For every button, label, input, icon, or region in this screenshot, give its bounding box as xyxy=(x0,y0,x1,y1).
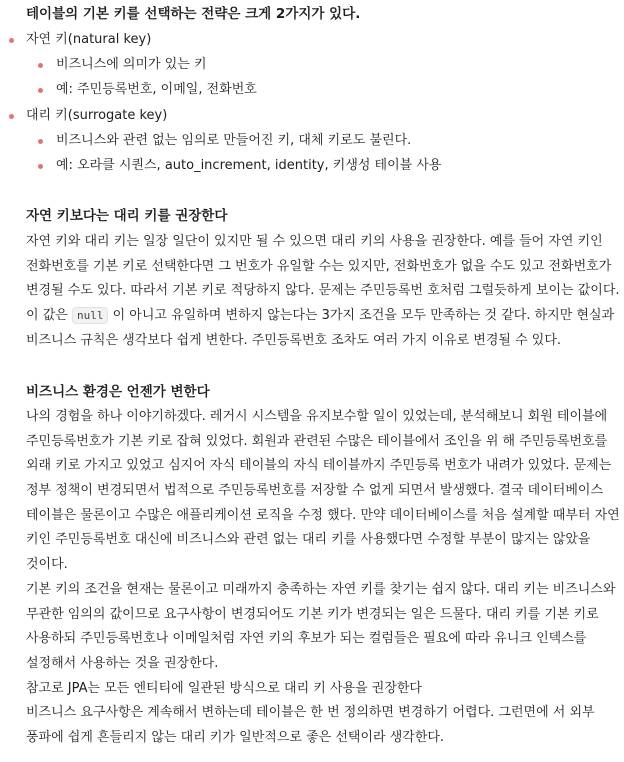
paragraph-line: 정부 정책이 변경되면서 법적으로 주민등록번호를 저장할 수 없게 되면서 발생했다. 결국 데이터베이스 xyxy=(26,483,604,499)
list-item-label: 자연 키(natural key) xyxy=(26,32,152,47)
list-item xyxy=(56,80,257,100)
bullet-icon xyxy=(38,139,43,144)
paragraph-line: 전화번호를 기본 키로 선택한다면 그 번호가 유일할 수는 있지만, 전화번호가 없을 수도 있고 전화번호가 xyxy=(26,258,612,274)
list-item-surrogate-key xyxy=(26,106,167,126)
paragraph-line: 설정해서 사용하는 것을 권장한다. xyxy=(26,655,219,671)
bullet-icon xyxy=(9,38,14,43)
paragraph-line: 외래 키로 가지고 있었고 심지어 자식 테이블의 자식 테이블까지 주민등록 번호가 내려가 있었다. 문제는 xyxy=(26,458,612,474)
list-item xyxy=(56,131,411,151)
list-item xyxy=(56,55,207,75)
list-item-text: 비즈니스와 관련 없는 임의로 만들어진 키, 대체 키로도 불린다. xyxy=(56,133,412,148)
list-item-natural-key xyxy=(26,30,151,50)
paragraph-line: 것이다. xyxy=(26,557,68,573)
bullet-icon xyxy=(38,164,43,169)
paragraph-line: 참고로 JPA는 모든 엔티티에 일관된 방식으로 대리 키 사용을 권장한다 xyxy=(26,680,422,696)
list-item xyxy=(56,156,441,176)
bullet-icon xyxy=(38,88,43,93)
paragraph-line: 변경될 수도 있다. 따라서 기본 키로 적당하지 않다. 문제는 주민등록번 호처럼 그럴듯하게 보이는 값이다. xyxy=(26,283,620,299)
text-segment: 이 값은 xyxy=(26,308,72,324)
section1-paragraph xyxy=(26,230,620,353)
paragraph-line: 사용하되 주민등록번호나 이메일처럼 자연 키의 후보가 되는 컬럼들은 필요에 따라 유니크 인덱스를 xyxy=(26,631,587,647)
paragraph-line: 테이블은 물론이고 수많은 애플리케이션 로직을 수정 했다. 만약 데이터베이스를 처음 설계할 때부터 자연 xyxy=(26,507,620,523)
text-segment: 이 아니고 유일하며 변하지 않는다는 3가지 조건을 모두 만족하는 것 같다. 하지만 현실과 xyxy=(108,308,615,324)
paragraph-line: 무관한 임의의 값이므로 요구사항이 변경되어도 기본 키가 변경되는 일은 드물다. 대리 키를 기본 키로 xyxy=(26,606,599,622)
list-item-text: 예: 오라클 시퀀스, auto_increment, identity, 키생성 테이블 사용 xyxy=(56,158,442,173)
list-item-text: 예: 주민등록번호, 이메일, 전화번호 xyxy=(56,82,257,97)
section2-paragraph xyxy=(26,405,620,751)
paragraph-line: 자연 키와 대리 키는 일장 일단이 있지만 될 수 있으면 대리 키의 사용을 권장한다. 예를 들어 자연 키인 xyxy=(26,234,603,249)
section2-heading: 비즈니스 환경은 언젠가 변한다 xyxy=(26,384,210,400)
bullet-icon xyxy=(38,63,43,68)
paragraph-line: 나의 경험을 하나 이야기하겠다. 레거시 시스템을 유지보수할 일이 있었는데, 분석해보니 회원 테이블에 xyxy=(26,409,608,424)
bullet-icon xyxy=(9,114,14,119)
list-item-label: 대리 키(surrogate key) xyxy=(26,108,168,123)
list-item-text: 비즈니스에 의미가 있는 키 xyxy=(56,57,207,72)
paragraph-line: 비즈니스 규칙은 생각보다 쉽게 변한다. 주민등록번호 조차도 여러 가지 이유로 변경될 수 있다. xyxy=(26,332,562,348)
paragraph-line: 풍파에 쉽게 흔들리지 않는 대리 키가 일반적으로 좋은 선택이라 생각한다. xyxy=(26,729,445,745)
paragraph-line: 비즈니스 요구사항은 계속해서 변하는데 테이블은 한 번 정의하면 변경하기 어렵다. 그런면에 서 외부 xyxy=(26,705,595,721)
paragraph-line: 키인 주민등록번호 대신에 비즈니스와 관련 없는 대리 키를 사용했다면 수정할 부분이 많지는 않았을 xyxy=(26,532,591,548)
paragraph-line: 기본 키의 조건을 현재는 물론이고 미래까지 충족하는 자연 키를 찾기는 쉽지 않다. 대리 키는 비즈니스와 xyxy=(26,581,616,597)
paragraph-line: 주민등록번호가 기본 키로 잡혀 있었다. 회원과 관련된 수많은 테이블에서 조인을 위 해 주민등록번호를 xyxy=(26,433,608,449)
section1-heading: 자연 키보다는 대리 키를 권장한다 xyxy=(26,208,228,224)
intro-heading: 테이블의 기본 키를 선택하는 전략은 크게 2가지가 있다. xyxy=(26,6,361,22)
inline-code: null xyxy=(72,307,109,324)
paragraph-line xyxy=(26,304,616,329)
